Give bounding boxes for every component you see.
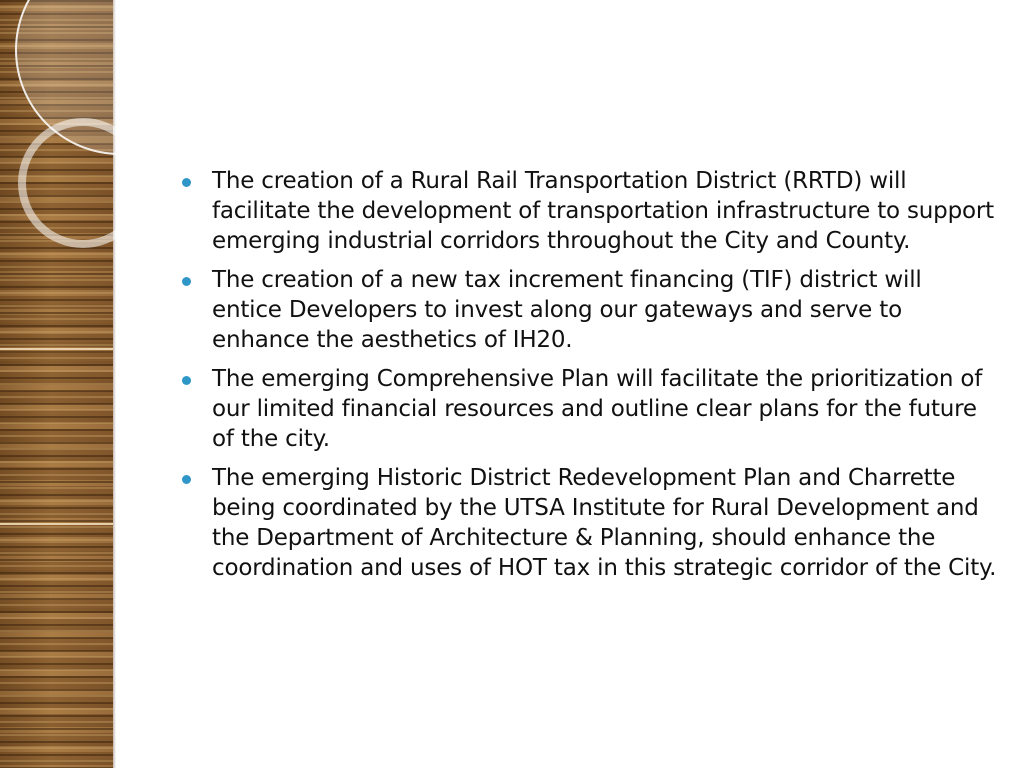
bullet-item-historic-district <box>178 463 998 583</box>
bullet-item-tif <box>178 265 998 355</box>
bullet-item-comprehensive-plan <box>178 364 998 454</box>
slide-body <box>178 166 998 592</box>
bullet-item-rrtd <box>178 166 998 256</box>
bullet-text: The emerging Historic District Redevelopment Plan and Charrette being coordinated by the UTSA Institute for Rural Development and the Department of Architecture & Planning, should enhance the coordination and uses of HOT tax in this strategic corridor of the City. <box>212 465 997 581</box>
wood-seam <box>0 348 113 350</box>
bullet-text: The creation of a Rural Rail Transportation District (RRTD) will facilitate the development of transportation infrastructure to support emerging industrial corridors throughout the City and County. <box>212 168 994 254</box>
bullet-text: The emerging Comprehensive Plan will facilitate the prioritization of our limited financial resources and outline clear plans for the future of the city. <box>212 366 983 452</box>
bullet-list <box>178 166 998 583</box>
wood-seam <box>0 523 113 525</box>
bullet-dot-icon <box>182 178 191 187</box>
bullet-text: The creation of a new tax increment financing (TIF) district will entice Developers to invest along our gateways and serve to enhance the aesthetics of IH20. <box>212 267 922 353</box>
small-ring-icon <box>18 118 148 248</box>
bullet-dot-icon <box>182 475 191 484</box>
bullet-dot-icon <box>182 376 191 385</box>
bullet-dot-icon <box>182 277 191 286</box>
